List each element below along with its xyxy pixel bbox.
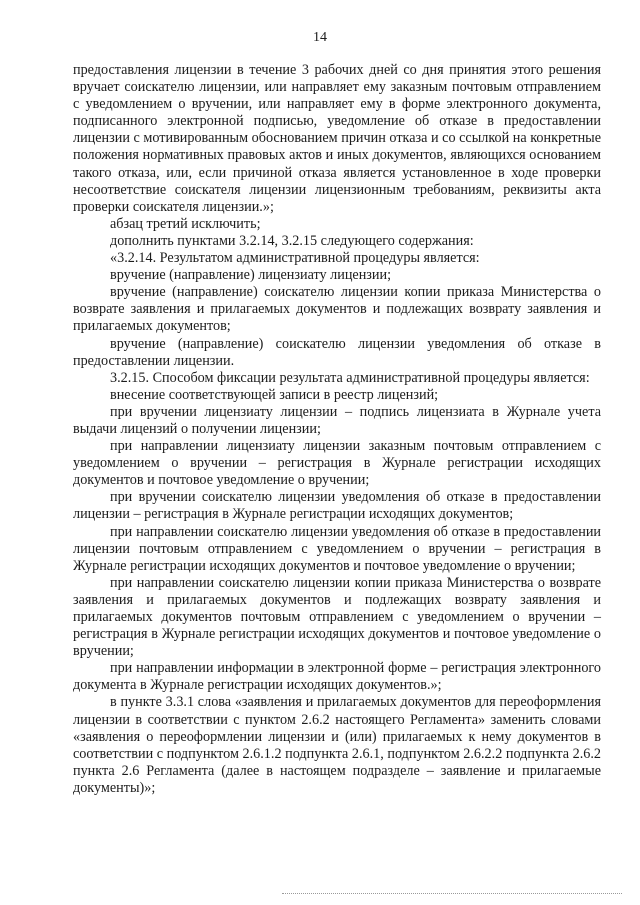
paragraph-16: в пункте 3.3.1 слова «заявления и прилагаемых документов для переоформления лицензии в соответствии с пунктом 2.6.2 настоящего Регламента» заменить словами «заявления о переоформлении лицензии и (или) прилагаемых к нему документов в соответствии с подпунктом 2.6.1.2 подпункта 2.6.1, подпунктом 2.6.2.2 подпункта 2.6.2 пункта 2.6 Регламента (далее в настоящем подразделе – заявление и прилагаемые документы)»; xyxy=(73,694,601,796)
paragraph-12: при вручении соискателю лицензии уведомления об отказе в предоставлении лицензии – регистрация в Журнале регистрации исходящих документов; xyxy=(73,489,601,523)
paragraph-10: при вручении лицензиату лицензии – подпись лицензиата в Журнале учета выдачи лицензий о получении лицензии; xyxy=(73,403,601,437)
paragraph-1: предоставления лицензии в течение 3 рабочих дней со дня принятия этого решения вручает соискателю лицензии, или направляет ему заказным почтовым отправлением с уведомлением о вручении, или направляет ему в форме электронного документа, подписанного электронной подписью, уведомление об отказе в предоставлении лицензии с мотивированным обоснованием причин отказа и со ссылкой на конкретные положения нормативных правовых актов и иных документов, являющихся основанием такого отказа, или, если причиной отказа является установленное в ходе проверки несоответствие соискателя лицензии лицензионным требованиям, реквизиты акта проверки соискателя лицензии.»; xyxy=(73,62,601,215)
paragraph-9: внесение соответствующей записи в реестр лицензий; xyxy=(110,386,439,403)
paragraph-4: «3.2.14. Результатом административной процедуры является: xyxy=(110,250,480,267)
paragraph-5: вручение (направление) лицензиату лицензии; xyxy=(110,267,392,284)
paragraph-13: при направлении соискателю лицензии уведомления об отказе в предоставлении лицензии почтовым отправлением с уведомлением о вручении – регистрация в Журнале регистрации исходящих документов и почтовое уведомление о вручении; xyxy=(73,523,601,574)
footer-divider xyxy=(282,893,622,895)
paragraph-11: при направлении лицензиату лицензии заказным почтовым отправлением с уведомлением о вручении – регистрация в Журнале регистрации исходящих документов и почтовое уведомление о вручении; xyxy=(73,438,601,489)
paragraph-7: вручение (направление) соискателю лицензии уведомления об отказе в предоставлении лицензии. xyxy=(73,335,601,369)
paragraph-2: абзац третий исключить; xyxy=(110,215,261,232)
document-body xyxy=(73,62,601,797)
paragraph-3: дополнить пунктами 3.2.14, 3.2.15 следующего содержания: xyxy=(110,232,474,249)
paragraph-6: вручение (направление) соискателю лицензии копии приказа Министерства о возврате заявления и прилагаемых документов и подлежащих возврату заявления и прилагаемых документов; xyxy=(73,284,601,335)
page-number: 14 xyxy=(313,30,327,45)
paragraph-15: при направлении информации в электронной форме – регистрация электронного документа в Журнале регистрации исходящих документов.»; xyxy=(73,660,601,694)
paragraph-8: 3.2.15. Способом фиксации результата административной процедуры является: xyxy=(110,369,590,386)
paragraph-14: при направлении соискателю лицензии копии приказа Министерства о возврате заявления и прилагаемых документов и подлежащих возврату заявления и прилагаемых документов почтовым отправлением с уведомлением о вручении – регистрация в Журнале регистрации исходящих документов и почтовое уведомление о вручении; xyxy=(73,574,601,660)
